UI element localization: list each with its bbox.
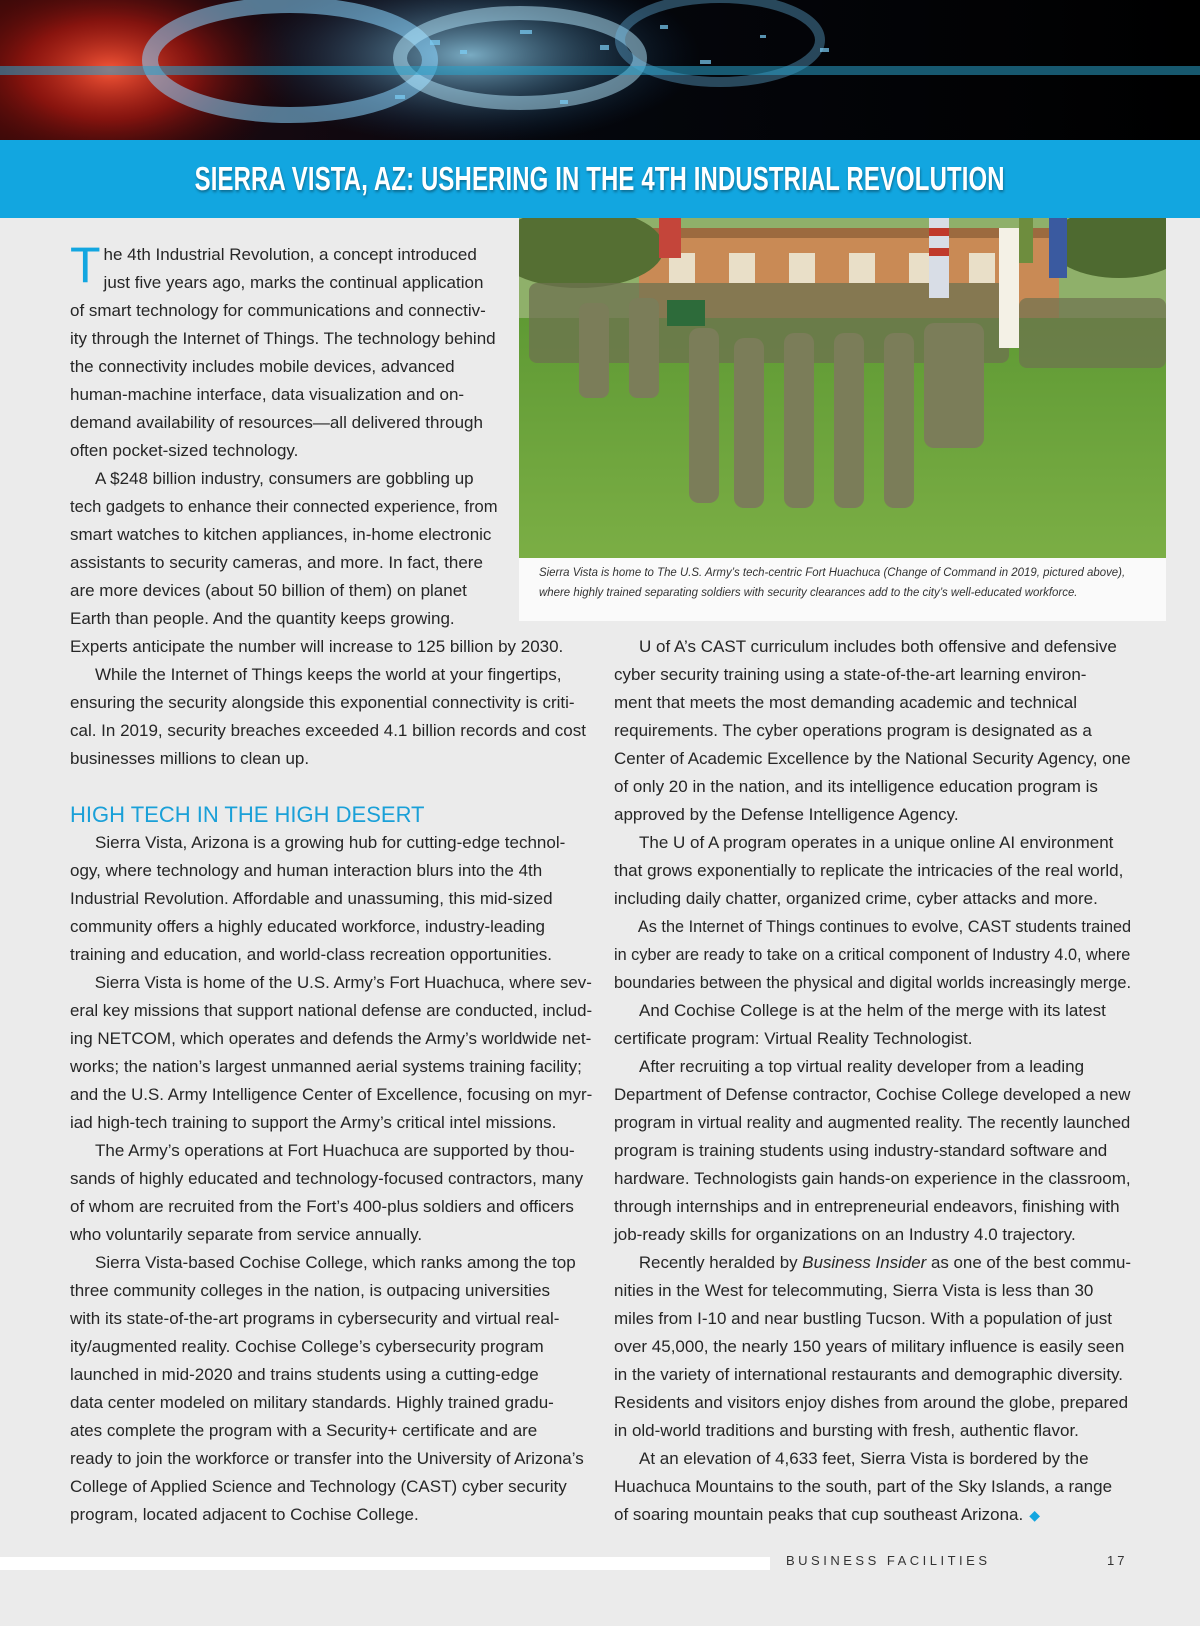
- text-run: requirements. The cyber operations program is designated as a: [614, 721, 1092, 740]
- text-run: The Army’s operations at Fort Huachuca are supported by thou-: [95, 1141, 575, 1160]
- text-line: [614, 689, 1131, 717]
- text-run: smart watches to kitchen appliances, in-home electronic: [70, 525, 492, 544]
- page-number: 17: [1107, 1553, 1128, 1568]
- text-line: [70, 605, 498, 633]
- text-line: [614, 829, 1131, 857]
- text-run: and the U.S. Army Intelligence Center of Excellence, focusing on myr-: [70, 1085, 593, 1104]
- text-run: three community colleges in the nation, is outpacing universities: [70, 1281, 551, 1300]
- text-line: [70, 913, 592, 941]
- text-line: [70, 1109, 592, 1137]
- text-run: After recruiting a top virtual reality developer from a leading: [639, 1057, 1085, 1076]
- text-run: U of A’s CAST curriculum includes both offensive and defensive: [639, 637, 1117, 656]
- text-run: who voluntarily separate from service annually.: [70, 1225, 423, 1244]
- text-line: [614, 1501, 1131, 1529]
- text-run: sands of highly educated and technology-focused contractors, many: [70, 1169, 584, 1188]
- text-line: [614, 1221, 1131, 1249]
- text-line: [70, 577, 498, 605]
- text-run: nities in the West for telecommuting, Sierra Vista is less than 30: [614, 1281, 1094, 1300]
- text-line: [614, 633, 1131, 661]
- text-run: works; the nation’s largest unmanned aerial systems training facility;: [70, 1057, 582, 1076]
- text-line: [70, 1221, 592, 1249]
- text-run: community offers a highly educated workforce, industry-leading: [70, 917, 545, 936]
- text-run: eral key missions that support national defense are conducted, includ-: [70, 1001, 593, 1020]
- text-line: [614, 1361, 1131, 1389]
- text-line: [614, 1305, 1131, 1333]
- text-run: While the Internet of Things keeps the world at your fingertips,: [95, 665, 562, 684]
- text-run: as one of the best commu-: [926, 1253, 1132, 1272]
- text-line: [614, 913, 1132, 941]
- text-run: Residents and visitors enjoy dishes from around the globe, prepared: [614, 1393, 1129, 1412]
- text-line: [70, 969, 592, 997]
- text-run: in old-world traditions and bursting with fresh, authentic flavor.: [614, 1421, 1079, 1440]
- text-run: As the Internet of Things continues to evolve, CAST students trained: [637, 917, 1132, 936]
- text-run: Huachuca Mountains to the south, part of the Sky Islands, a range: [614, 1477, 1113, 1496]
- text-run: ment that meets the most demanding academic and technical: [614, 693, 1078, 712]
- text-run: certificate program: Virtual Reality Technologist.: [614, 1029, 973, 1048]
- publication-name: BUSINESS FACILITIES: [786, 1553, 991, 1568]
- text-run: launched in mid-2020 and trains students using a cutting-edge: [70, 1365, 539, 1384]
- caption-line: where highly trained separating soldiers with security clearances add to the city’s well-educated workforce.: [539, 587, 1078, 599]
- text-line: [614, 1165, 1131, 1193]
- text-run: Sierra Vista-based Cochise College, which ranks among the top: [95, 1253, 576, 1272]
- text-run: the connectivity includes mobile devices, advanced: [70, 357, 455, 376]
- text-run: he 4th Industrial Revolution, a concept introduced: [103, 245, 477, 264]
- text-line: [70, 689, 592, 717]
- section-heading: HIGH TECH IN THE HIGH DESERT: [70, 802, 425, 827]
- text-run: program, located adjacent to Cochise College.: [70, 1505, 419, 1524]
- text-run: Department of Defense contractor, Cochise College developed a new: [614, 1085, 1131, 1104]
- text-run: program in virtual reality and augmented reality. The recently launched: [614, 1113, 1131, 1132]
- text-line: [70, 1445, 592, 1473]
- text-line: [70, 1333, 592, 1361]
- photo-caption: [539, 563, 1154, 603]
- text-line: [70, 661, 592, 689]
- drop-cap: T: [70, 237, 101, 293]
- text-line: [70, 1501, 592, 1529]
- diamond-icon: ◆: [1029, 1507, 1040, 1523]
- article-column-left: [70, 633, 592, 1529]
- text-line: [70, 1249, 592, 1277]
- text-run: with its state-of-the-art programs in cybersecurity and virtual real-: [70, 1309, 560, 1328]
- text-line: [70, 717, 592, 745]
- text-line: [614, 1137, 1131, 1165]
- text-line: [614, 997, 1131, 1025]
- text-line: [70, 1305, 592, 1333]
- text-run: Sierra Vista, Arizona is a growing hub for cutting-edge technol-: [95, 833, 566, 852]
- text-line: [70, 997, 593, 1025]
- text-line: [614, 885, 1131, 913]
- text-run: in cyber are ready to take on a critical component of Industry 4.0, where: [614, 945, 1131, 964]
- text-run: Sierra Vista is home of the U.S. Army’s Fort Huachuca, where sev-: [94, 973, 592, 992]
- text-run: ity/augmented reality. Cochise College’s cybersecurity program: [70, 1337, 544, 1356]
- text-run: of only 20 in the nation, and its intelligence education program is: [614, 777, 1098, 796]
- text-run: data center modeled on military standards. Highly trained gradu-: [70, 1393, 554, 1412]
- text-run: in the variety of international restaurants and demographic diversity.: [614, 1365, 1124, 1384]
- text-run: human-machine interface, data visualization and on-: [70, 385, 465, 404]
- text-line: [614, 969, 1132, 997]
- text-line: [614, 1473, 1131, 1501]
- text-run: A $248 billion industry, consumers are gobbling up: [95, 469, 474, 488]
- text-run: ready to join the workforce or transfer into the University of Arizona’s: [70, 1449, 584, 1468]
- text-run: ogy, where technology and human interaction blurs into the 4th: [70, 861, 543, 880]
- text-line: [70, 1193, 592, 1221]
- text-run: assistants to security cameras, and more. In fact, there: [70, 553, 483, 572]
- text-line: [70, 409, 498, 437]
- ceremony-photo: [519, 218, 1166, 558]
- text-run: just five years ago, marks the continual application: [103, 273, 484, 292]
- text-run: ensuring the security alongside this exponential connectivity is criti-: [70, 693, 575, 712]
- text-run: of soaring mountain peaks that cup southeast Arizona.: [614, 1505, 1024, 1524]
- text-run: program is training students using industry-standard software and: [614, 1141, 1108, 1160]
- text-line: [70, 381, 498, 409]
- text-line: [614, 717, 1131, 745]
- text-line: [70, 269, 498, 297]
- text-line: [70, 1473, 592, 1501]
- text-line: [614, 773, 1131, 801]
- text-run: And Cochise College is at the helm of the merge with its latest: [639, 1001, 1106, 1020]
- text-run: job-ready skills for organizations on an Industry 4.0 trajectory.: [614, 1225, 1076, 1244]
- text-line: [70, 885, 592, 913]
- text-line: [70, 1025, 592, 1053]
- text-run: The U of A program operates in a unique online AI environment: [639, 833, 1114, 852]
- text-run: ing NETCOM, which operates and defends the Army’s worldwide net-: [70, 1029, 592, 1048]
- text-run: miles from I-10 and near bustling Tucson. With a population of just: [614, 1309, 1112, 1328]
- text-line: [70, 521, 498, 549]
- text-run: hardware. Technologists gain hands-on experience in the classroom,: [614, 1169, 1131, 1188]
- text-line: [614, 745, 1131, 773]
- text-line: [614, 1249, 1132, 1277]
- text-line: [614, 1277, 1131, 1305]
- text-run: over 45,000, the nearly 150 years of military influence is easily seen: [614, 1337, 1125, 1356]
- text-line: [70, 241, 498, 269]
- text-line: [70, 1137, 592, 1165]
- text-run: are more devices (about 50 billion of them) on planet: [70, 581, 467, 600]
- text-line: [70, 745, 592, 773]
- text-line: [614, 661, 1131, 689]
- text-run: Industrial Revolution. Affordable and unassuming, this mid-sized: [70, 889, 553, 908]
- text-line: [614, 1025, 1131, 1053]
- text-run: demand availability of resources—all delivered through: [70, 413, 483, 432]
- text-run: cyber security training using a state-of-the-art learning environ-: [614, 665, 1087, 684]
- text-line: [70, 353, 498, 381]
- text-run: that grows exponentially to replicate the intricacies of the real world,: [614, 861, 1124, 880]
- text-run: businesses millions to clean up.: [70, 749, 310, 768]
- text-line: [614, 1333, 1131, 1361]
- text-run: boundaries between the physical and digital worlds increasingly merge.: [614, 973, 1132, 992]
- text-line: [70, 857, 592, 885]
- footer-rule: [0, 1557, 770, 1570]
- text-line: [70, 549, 498, 577]
- text-line: [614, 941, 1131, 969]
- text-line: [614, 1417, 1131, 1445]
- photo-figure: [519, 218, 1166, 621]
- text-run: through internships and in entrepreneurial endeavors, finishing with: [614, 1197, 1120, 1216]
- text-line: [70, 1081, 593, 1109]
- text-line: [70, 1389, 592, 1417]
- article-title: SIERRA VISTA, AZ: USHERING IN THE 4TH INDUSTRIAL REVOLUTION: [194, 160, 1006, 197]
- text-run: At an elevation of 4,633 feet, Sierra Vista is bordered by the: [639, 1449, 1089, 1468]
- caption-line: Sierra Vista is home to The U.S. Army’s tech-centric Fort Huachuca (Change of Command in 2019, pictured above),: [539, 567, 1126, 579]
- text-line: [70, 437, 498, 465]
- text-line: [70, 829, 592, 857]
- text-run: Recently heralded by: [638, 1253, 803, 1272]
- text-run: training and education, and world-class recreation opportunities.: [70, 945, 552, 964]
- text-line: [614, 1109, 1131, 1137]
- text-run: Experts anticipate the number will increase to 125 billion by 2030.: [70, 637, 564, 656]
- text-run: Earth than people. And the quantity keeps growing.: [70, 609, 455, 628]
- text-run: cal. In 2019, security breaches exceeded 4.1 billion records and cost: [70, 721, 586, 740]
- text-line: [614, 1193, 1131, 1221]
- text-run: including daily chatter, organized crime, cyber attacks and more.: [614, 889, 1098, 908]
- text-run: of smart technology for communications and connectiv-: [70, 301, 486, 320]
- text-line: [614, 1389, 1131, 1417]
- text-line: [70, 1361, 592, 1389]
- publication-reference: Business Insider: [802, 1253, 927, 1272]
- text-line: [614, 1445, 1131, 1473]
- text-run: Center of Academic Excellence by the National Security Agency, one: [614, 749, 1131, 768]
- title-bar: [0, 140, 1200, 218]
- text-run: often pocket-sized technology.: [70, 441, 299, 460]
- text-run: of whom are recruited from the Fort’s 400-plus soldiers and officers: [70, 1197, 574, 1216]
- text-line: [70, 465, 498, 493]
- text-line: [614, 801, 1131, 829]
- text-line: [70, 1277, 592, 1305]
- paragraph-spacer: [70, 773, 592, 801]
- text-run: tech gadgets to enhance their connected experience, from: [70, 497, 498, 516]
- header-banner-image: [0, 0, 1200, 140]
- text-line: [70, 325, 498, 353]
- text-run: ity through the Internet of Things. The technology behind: [70, 329, 496, 348]
- text-line: [70, 633, 592, 661]
- text-line: [70, 941, 592, 969]
- text-run: ates complete the program with a Security+ certificate and are: [70, 1421, 538, 1440]
- text-line: [70, 1053, 592, 1081]
- text-line: [70, 1165, 592, 1193]
- article-column-right: [614, 633, 1131, 1529]
- text-line: [70, 1417, 592, 1445]
- article-column-left-top: [70, 237, 498, 633]
- text-run: iad high-tech training to support the Army’s critical intel missions.: [70, 1113, 557, 1132]
- text-line: [614, 1053, 1131, 1081]
- text-line: [614, 1081, 1131, 1109]
- text-line: [614, 857, 1131, 885]
- text-run: approved by the Defense Intelligence Agency.: [614, 805, 959, 824]
- text-run: College of Applied Science and Technology (CAST) cyber security: [70, 1477, 567, 1496]
- text-line: [70, 297, 498, 325]
- text-line: [70, 493, 498, 521]
